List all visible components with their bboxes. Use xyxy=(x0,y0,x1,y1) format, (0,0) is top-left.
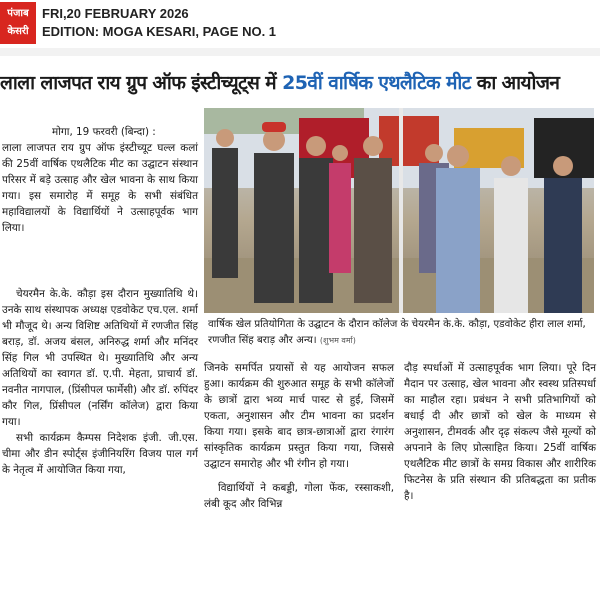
article-paragraph: दौड़ स्पर्धाओं में उत्साहपूर्वक भाग लिया। पूरे दिन मैदान पर उत्साह, खेल भावना और स्वस्थ प्रतिस्पर्धा का माहौल रहा। प्रबंधन ने सभी प्रतिभागियों को बधाई दी और छात्रों को खेल के माध्यम से अनुशासन, टीमवर्क और दृढ़ संकल्प जैसे मूल्यों को अपनाने के लिए प्रोत्साहित किया। 25वीं वार्षिक एथलैटिक मीट छात्रों के समग्र विकास और शारीरिक फिटनेस के प्रति संस्थान की प्रतिबद्धता का प्रतीक है। xyxy=(404,362,596,502)
article-column-2 xyxy=(204,360,394,512)
headline-highlight: 25वीं वार्षिक एथलैटिक मीट xyxy=(282,72,471,94)
article-paragraph: जिनके समर्पित प्रयासों से यह आयोजन सफल हुआ। कार्यक्रम की शुरुआत समूह के सभी कॉलेजों के छात्रों द्वारा भव्य मार्च पास्ट से हुई, जिसमें एकता, अनुशासन और टीम भावना का प्रदर्शन किया गया। इसके बाद छात्र-छात्राओं द्वारा रंगारंग सांस्कृतिक कार्यक्रम प्रस्तुत किया गया, जिससे उद्घाटन समारोह और भी रंगीन हो गया। xyxy=(204,362,394,470)
article-column-1 xyxy=(2,124,198,236)
masthead xyxy=(0,0,600,48)
edition-info: EDITION: MOGA KESARI, PAGE NO. 1 xyxy=(42,24,277,39)
article-column-1-continued xyxy=(2,286,198,478)
headline-part-1: लाला लाजपत राय ग्रुप ऑफ इंस्टीच्यूट्स में xyxy=(0,72,283,94)
publication-date: FRI,20 FEBRUARY 2026 xyxy=(42,6,189,21)
article-paragraph: विद्यार्थियों ने कबड्डी, गोला फेंक, रस्साकशी, लंबी कूद और विभिन्न xyxy=(204,482,394,510)
headline-part-2: का आयोजन xyxy=(470,72,560,94)
photo-credit: (शुभम वर्मा) xyxy=(319,336,356,345)
header-divider xyxy=(0,48,600,56)
logo-line-2: केसरी xyxy=(7,26,29,37)
event-photo-illustration xyxy=(204,108,594,313)
logo-line-1: पंजाब xyxy=(7,8,29,19)
article-paragraph: सभी कार्यक्रम कैम्पस निदेशक इंजी. जी.एस. चीमा और डीन स्पोर्ट्स इंजीनियरिंग विजय पाल गर्ग के नेतृत्व में आयोजित किया गया, xyxy=(2,432,198,476)
photo-caption xyxy=(204,313,594,357)
article-headline xyxy=(0,63,600,103)
event-photo xyxy=(204,108,594,313)
article-paragraph: लाला लाजपत राय ग्रुप ऑफ इंस्टीच्यूट घल्ल कलां की 25वीं वार्षिक एथलैटिक मीट का उद्घाटन संस्थान परिसर में बड़े उत्साह और खेल भावना के साथ किया गया। इस समारोह में समूह के सभी संबंधित महाविद्यालयों के विद्यार्थियों ने उत्साहपूर्वक भाग लिया। xyxy=(2,142,198,234)
photo-caption-text: वार्षिक खेल प्रतियोगिता के उद्घाटन के दौरान कॉलेज के चेयरमैन के.के. कौड़ा, एडवोकेट हीरा लाल शर्मा, रणजीत सिंह बराड़ और अन्य। xyxy=(208,319,586,346)
article-dateline: मोगा, 19 फरवरी (बिन्दा) : xyxy=(52,126,156,138)
newspaper-logo xyxy=(0,2,36,44)
article-paragraph: चेयरमैन के.के. कौड़ा इस दौरान मुख्यातिथि थे। उनके साथ संस्थापक अध्यक्ष एडवोकेट एच.एल. शर्मा भी मौजूद थे। अन्य विशिष्ट अतिथियों में रणजीत सिंह बराड़, डॉ. अजय बंसल, अनिरुद्ध शर्मा और मनिंदर सिंह गिल भी उपस्थित थे। मुख्यातिथि और अन्य अतिथियों का स्वागत डॉ. ए.पी. मेहता, प्राचार्य डॉ. नवनीत नागपाल, (प्रिंसीपल फार्मेसी) और डॉ. रुपिंदर कौर गिल, प्रिंसीपल (नर्सिंग कॉलेज) द्वारा किया गया। xyxy=(2,288,198,428)
article-column-3 xyxy=(404,360,596,504)
